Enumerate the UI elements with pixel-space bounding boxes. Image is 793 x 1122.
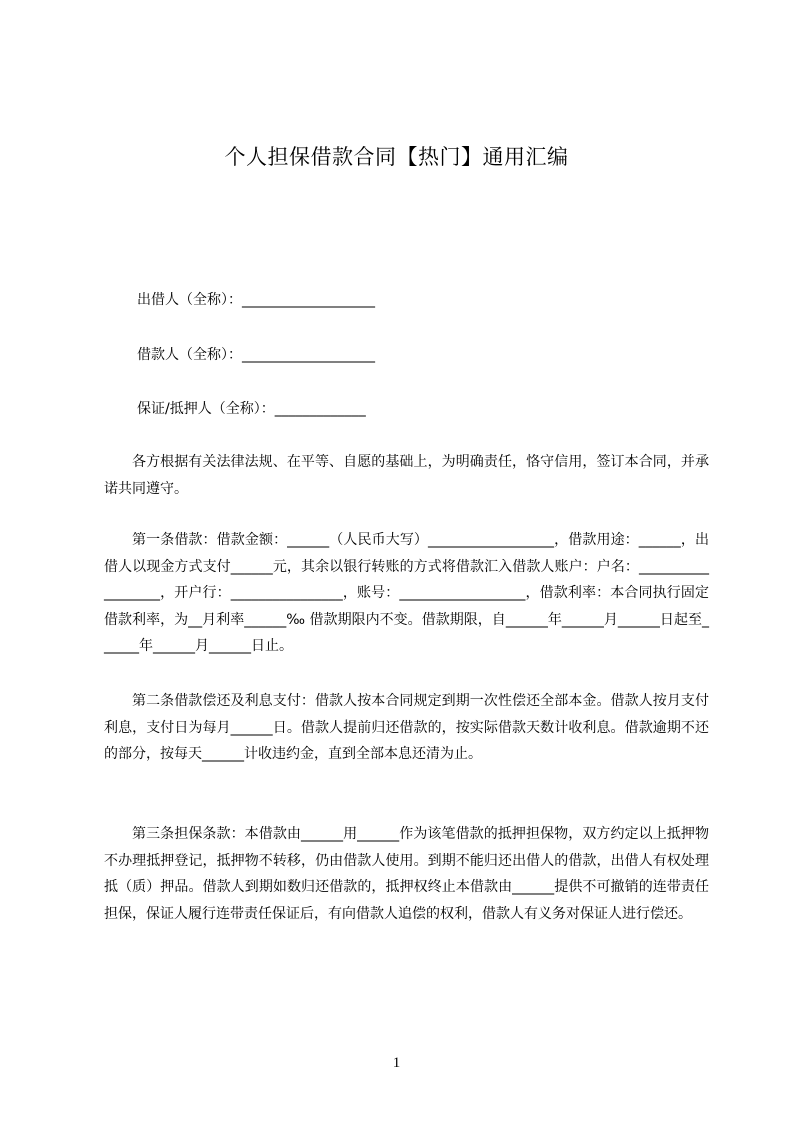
article-3-text: 第三条担保条款：本借款由______用______作为该笔借款的抵押担保物，双方约定以上抵押物不办理抵押登记，抵押物不转移，仍由借款人使用。到期不能归还出借人的借款，出借人有权处理抵（质）押品。借款人到期如数归还借款的，抵押权终止本借款由______提供不可撤销的连带责任担保，保证人履行连带责任保证后，有向借款人追偿的权利，借款人有义务对保证人进行偿还。 xyxy=(104,826,709,922)
guarantor-field: 保证/抵押人（全称）：_____________ xyxy=(137,401,366,417)
intro-paragraph xyxy=(104,449,709,502)
page-number: 1 xyxy=(392,1055,401,1071)
document-title: 个人担保借款合同【热门】通用汇编 xyxy=(224,145,569,169)
article-2-paragraph xyxy=(104,688,709,768)
borrower-field: 借款人（全称）：___________________ xyxy=(137,347,375,363)
article-3-paragraph xyxy=(104,821,709,927)
lender-field: 出借人（全称）：___________________ xyxy=(137,292,375,308)
article-1-paragraph xyxy=(104,527,709,660)
article-1-text: 第一条借款：借款金额：______（人民币大写）__________________，借款用途：______，出借人以现金方式支付______元，其余以银行转账的方式将借款汇入借款人账户：户名：__________________，开户行：________________，账号：__________________，借款利率：本合同执行固定借款利率，为__月利率______‰ 借款期限内不变。借款期限，自______年______月______日起至______年______月______日止。 xyxy=(104,532,709,654)
intro-text: 各方根据有关法律法规、在平等、自愿的基础上，为明确责任，恪守信用，签订本合同，并承诺共同遵守。 xyxy=(104,454,709,497)
article-2-text: 第二条借款偿还及利息支付：借款人按本合同规定到期一次性偿还全部本金。借款人按月支付利息，支付日为每月______日。借款人提前归还借款的，按实际借款天数计收利息。借款逾期不还的部分，按每天______计收违约金，直到全部本息还清为止。 xyxy=(104,693,709,762)
